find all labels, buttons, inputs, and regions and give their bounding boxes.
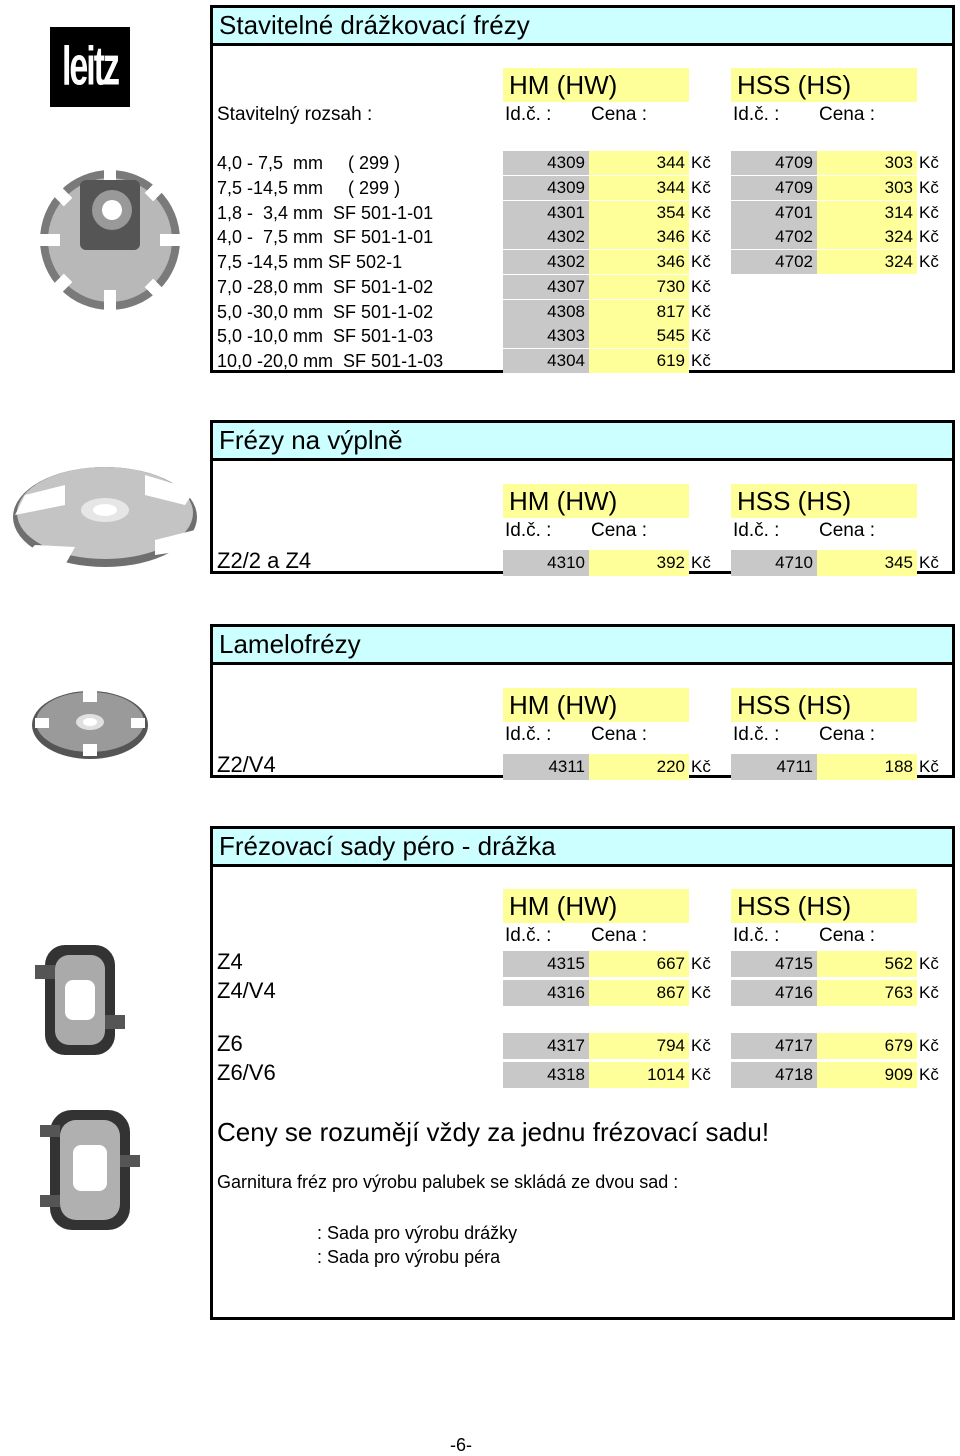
hss-id-cell: 4711 [731,754,819,780]
hss-id-label: Id.č. : [733,724,780,745]
adjustable-groove-cutter-image [20,150,210,315]
section-biscuit-cutters [210,624,955,778]
hm-id-cell: 4316 [503,980,591,1006]
tongue-groove-set-z4-image [30,925,130,1075]
hm-header: HM (HW) [503,688,689,722]
hm-id-label: Id.č. : [505,520,552,541]
hm-id-cell: 4303 [503,324,591,348]
hm-header: HM (HW) [503,889,689,923]
row-label: 4,0 - 7,5 mm ( 299 ) [217,153,401,173]
hss-price-cell: 562 [817,951,917,977]
hm-id-label: Id.č. : [505,104,552,125]
hm-price-cell: 730 [589,275,689,299]
hss-price-cell: 324 [817,225,917,249]
hss-header: HSS (HS) [731,688,917,722]
hm-price-cell: 667 [589,951,689,977]
section-title: Stavitelné drážkovací frézy [213,8,952,46]
hm-currency: Kč [691,178,711,197]
hm-id-cell: 4318 [503,1062,591,1088]
row-label: 1,8 - 3,4 mm SF 501-1-01 [217,203,434,223]
page-number: -6- [450,1435,472,1455]
hm-price-cell: 545 [589,324,689,348]
hm-price-cell: 344 [589,176,689,200]
row-label: 7,5 -14,5 mm ( 299 ) [217,178,401,198]
hss-header: HSS (HS) [731,68,917,102]
hss-id-label: Id.č. : [733,925,780,946]
hss-price-label: Cena : [819,520,875,541]
hss-id-cell: 4718 [731,1062,819,1088]
hss-id-label: Id.č. : [733,104,780,125]
row-label: 10,0 -20,0 mm SF 501-1-03 [217,351,444,371]
hm-price-cell: 220 [589,754,689,780]
hm-price-cell: 867 [589,980,689,1006]
price-note: Ceny se rozumějí vždy za jednu frézovací sadu! [217,1117,770,1147]
hm-id-cell: 4310 [503,550,591,576]
hm-currency: Kč [691,351,711,370]
hss-id-cell: 4717 [731,1033,819,1059]
section-title: Frézy na výplně [213,423,952,461]
hss-id-cell: 4715 [731,951,819,977]
row-label: 5,0 -30,0 mm SF 501-1-02 [217,302,434,322]
hm-currency: Kč [691,203,711,222]
hm-currency: Kč [691,227,711,246]
row-label: Z4/V4 [217,978,276,1003]
hm-price-label: Cena : [591,925,647,946]
hm-price-cell: 344 [589,151,689,175]
hm-price-cell: 354 [589,201,689,225]
hss-price-cell: 763 [817,980,917,1006]
section-title: Frézovací sady péro - drážka [213,829,952,867]
hss-currency: Kč [919,153,939,172]
range-label: Stavitelný rozsah : [217,104,373,125]
hm-price-cell: 619 [589,349,689,373]
hss-currency: Kč [919,227,939,246]
hss-header: HSS (HS) [731,484,917,518]
hm-currency: Kč [691,1036,711,1055]
set-groove-note: : Sada pro výrobu drážky [317,1223,518,1243]
hm-price-cell: 1014 [589,1062,689,1088]
hss-currency: Kč [919,1065,939,1084]
hss-id-cell: 4716 [731,980,819,1006]
hm-currency: Kč [691,1065,711,1084]
hss-price-cell: 345 [817,550,917,576]
hss-price-cell: 909 [817,1062,917,1088]
row-label: 7,0 -28,0 mm SF 501-1-02 [217,277,434,297]
hm-currency: Kč [691,153,711,172]
hm-currency: Kč [691,954,711,973]
section-panel-cutters [210,420,955,574]
row-label: Z2/2 a Z4 [217,548,312,573]
hm-price-cell: 794 [589,1033,689,1059]
hss-price-label: Cena : [819,724,875,745]
hss-price-cell: 314 [817,201,917,225]
hm-currency: Kč [691,553,711,572]
row-label: Z6/V6 [217,1060,276,1085]
hm-price-cell: 346 [589,250,689,274]
section-tongue-groove-sets [210,826,955,1320]
leitz-logo: leitz [50,27,130,107]
hm-currency: Kč [691,277,711,296]
hm-currency: Kč [691,757,711,776]
panel-cutter-image [5,455,205,585]
tongue-groove-set-z6-image [35,1095,145,1245]
row-label: 4,0 - 7,5 mm SF 501-1-01 [217,227,434,247]
hm-currency: Kč [691,983,711,1002]
hm-price-label: Cena : [591,104,647,125]
hm-id-cell: 4308 [503,300,591,324]
hm-header: HM (HW) [503,484,689,518]
hm-header: HM (HW) [503,68,689,102]
section-adjustable-groove-cutters [210,5,955,373]
biscuit-cutter-image [25,680,155,780]
hss-currency: Kč [919,954,939,973]
row-label: Z6 [217,1031,243,1056]
hss-header: HSS (HS) [731,889,917,923]
hm-currency: Kč [691,252,711,271]
row-label: 7,5 -14,5 mm SF 502-1 [217,252,403,272]
hm-price-label: Cena : [591,520,647,541]
hss-currency: Kč [919,1036,939,1055]
hm-price-label: Cena : [591,724,647,745]
row-label: Z4 [217,949,243,974]
hss-currency: Kč [919,252,939,271]
section-title: Lamelofrézy [213,627,952,665]
hss-id-cell: 4709 [731,176,819,200]
hss-price-cell: 303 [817,151,917,175]
garnitura-note: Garnitura fréz pro výrobu palubek se skládá ze dvou sad : [217,1172,679,1192]
hss-price-cell: 679 [817,1033,917,1059]
hss-price-cell: 324 [817,250,917,274]
set-tongue-note: : Sada pro výrobu péra [317,1247,501,1267]
hss-currency: Kč [919,553,939,572]
hss-currency: Kč [919,203,939,222]
hm-id-cell: 4307 [503,275,591,299]
hss-id-cell: 4710 [731,550,819,576]
hm-id-cell: 4317 [503,1033,591,1059]
hss-currency: Kč [919,178,939,197]
hss-id-cell: 4701 [731,201,819,225]
hm-id-cell: 4302 [503,225,591,249]
hss-price-label: Cena : [819,104,875,125]
hm-currency: Kč [691,302,711,321]
row-label: 5,0 -10,0 mm SF 501-1-03 [217,326,434,346]
hm-price-cell: 817 [589,300,689,324]
hm-currency: Kč [691,326,711,345]
row-label: Z2/V4 [217,752,276,777]
hm-id-cell: 4311 [503,754,591,780]
hss-currency: Kč [919,983,939,1002]
hm-price-cell: 392 [589,550,689,576]
hss-price-cell: 188 [817,754,917,780]
hss-currency: Kč [919,757,939,776]
hm-id-cell: 4304 [503,349,591,373]
hss-id-cell: 4702 [731,225,819,249]
hss-price-cell: 303 [817,176,917,200]
hm-id-cell: 4301 [503,201,591,225]
hm-id-cell: 4309 [503,176,591,200]
hm-id-label: Id.č. : [505,724,552,745]
hss-id-cell: 4702 [731,250,819,274]
hm-id-cell: 4302 [503,250,591,274]
hm-id-cell: 4315 [503,951,591,977]
hm-price-cell: 346 [589,225,689,249]
hss-id-label: Id.č. : [733,520,780,541]
hm-id-cell: 4309 [503,151,591,175]
hss-price-label: Cena : [819,925,875,946]
hm-id-label: Id.č. : [505,925,552,946]
hss-id-cell: 4709 [731,151,819,175]
